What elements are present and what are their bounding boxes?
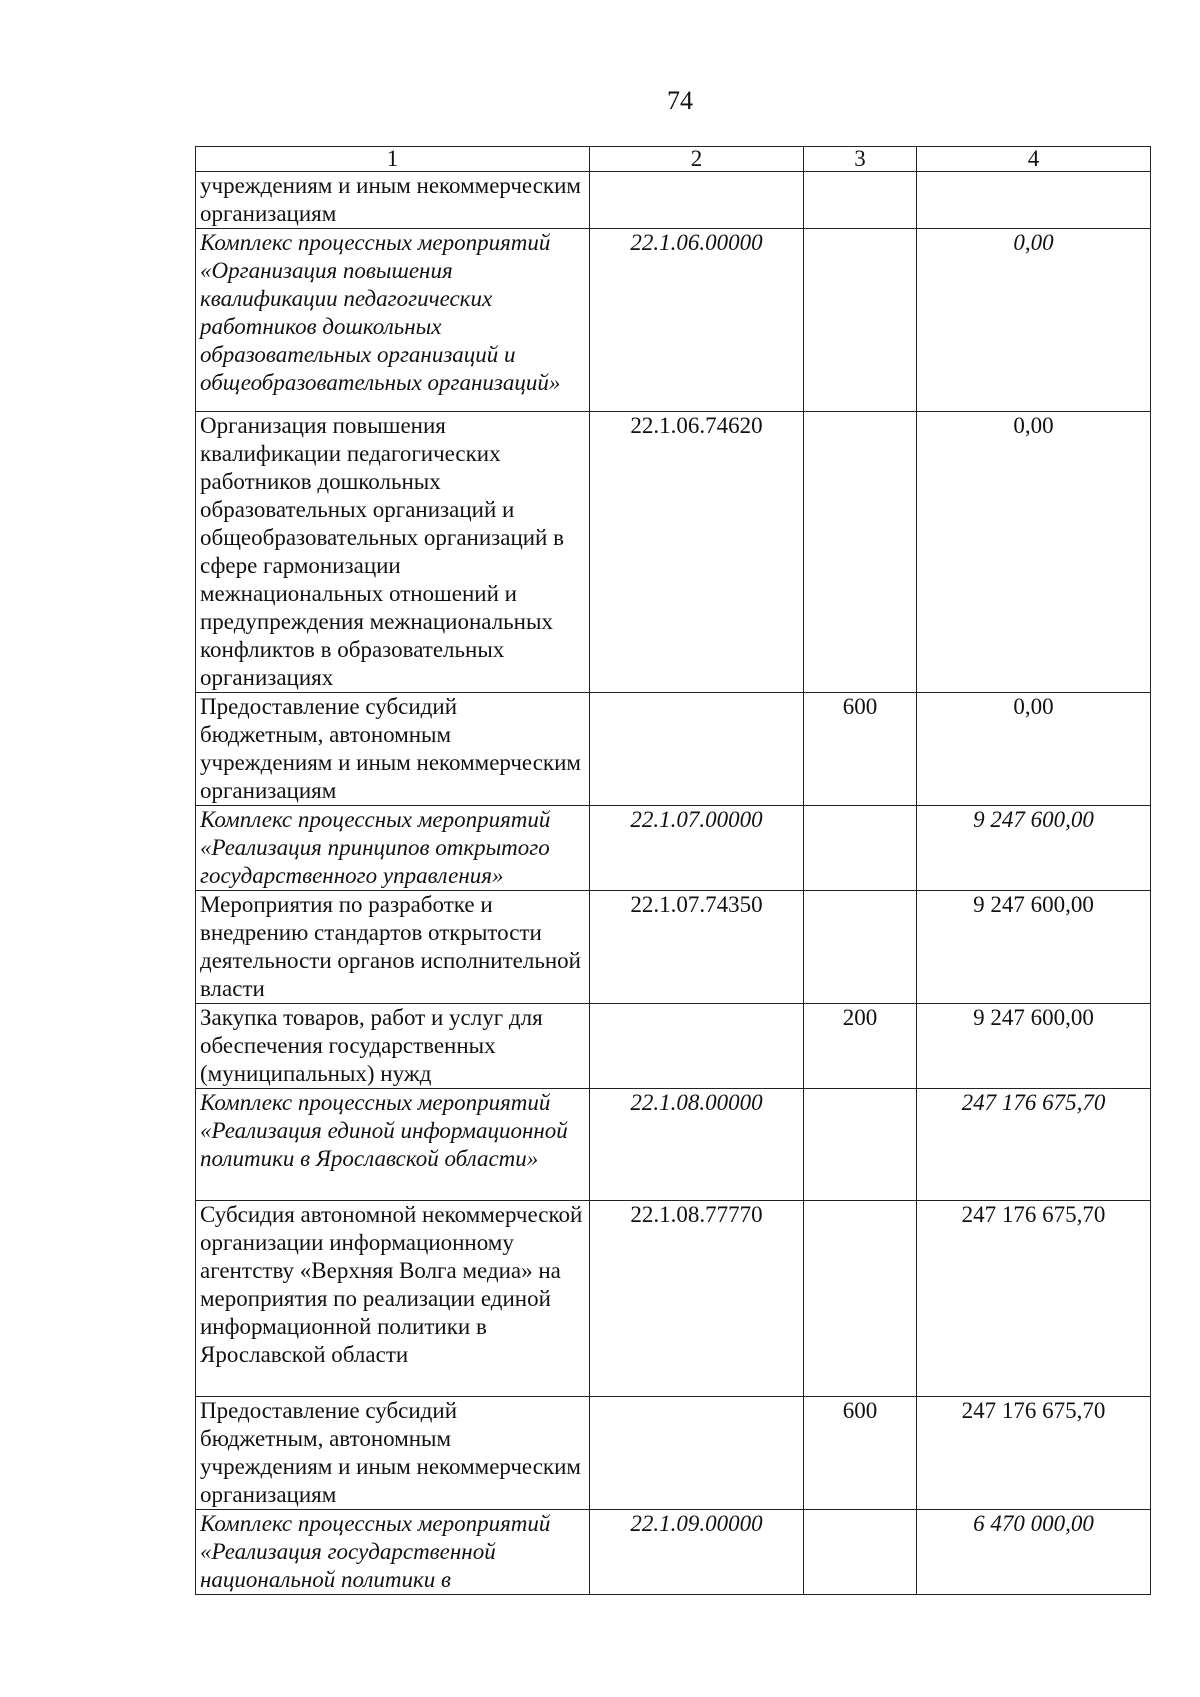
row-name: Субсидия автономной некоммерческой организации информационному агентству «Верхняя Волга медиа» на мероприятия по реализации единой информационной политики в Ярославской области bbox=[196, 1201, 590, 1397]
row-code bbox=[590, 172, 804, 229]
row-expense-type: 200 bbox=[804, 1004, 917, 1089]
row-expense-type bbox=[804, 229, 917, 412]
row-expense-type: 600 bbox=[804, 693, 917, 806]
row-amount: 9 247 600,00 bbox=[917, 891, 1151, 1004]
table-row bbox=[196, 891, 1151, 1004]
table-row bbox=[196, 412, 1151, 693]
table-header-row bbox=[196, 147, 1151, 172]
row-code: 22.1.07.74350 bbox=[590, 891, 804, 1004]
table-row bbox=[196, 1397, 1151, 1510]
row-code bbox=[590, 693, 804, 806]
table-row bbox=[196, 172, 1151, 229]
row-code: 22.1.08.00000 bbox=[590, 1089, 804, 1201]
row-name: Комплекс процессных мероприятий «Реализация государственной национальной политики в bbox=[196, 1510, 590, 1595]
row-name: Комплекс процессных мероприятий «Реализация принципов открытого государственного управления» bbox=[196, 806, 590, 891]
row-name: Комплекс процессных мероприятий «Реализация единой информационной политики в Ярославской области» bbox=[196, 1089, 590, 1201]
row-name: Мероприятия по разработке и внедрению стандартов открытости деятельности органов исполнительной власти bbox=[196, 891, 590, 1004]
row-name: Комплекс процессных мероприятий «Организация повышения квалификации педагогических работников дошкольных образовательных организаций и общеобразовательных организаций» bbox=[196, 229, 590, 412]
row-amount: 247 176 675,70 bbox=[917, 1089, 1151, 1201]
row-amount: 0,00 bbox=[917, 229, 1151, 412]
row-expense-type bbox=[804, 891, 917, 1004]
budget-table bbox=[195, 146, 1151, 1595]
row-name: Предоставление субсидий бюджетным, автономным учреждениям и иным некоммерческим организациям bbox=[196, 693, 590, 806]
row-code bbox=[590, 1004, 804, 1089]
row-code: 22.1.07.00000 bbox=[590, 806, 804, 891]
column-header-2: 2 bbox=[590, 147, 804, 172]
row-name: Предоставление субсидий бюджетным, автономным учреждениям и иным некоммерческим организациям bbox=[196, 1397, 590, 1510]
column-header-4: 4 bbox=[917, 147, 1151, 172]
row-expense-type bbox=[804, 1201, 917, 1397]
row-expense-type bbox=[804, 1089, 917, 1201]
row-expense-type bbox=[804, 806, 917, 891]
row-amount: 9 247 600,00 bbox=[917, 806, 1151, 891]
row-expense-type: 600 bbox=[804, 1397, 917, 1510]
row-code: 22.1.09.00000 bbox=[590, 1510, 804, 1595]
row-code: 22.1.06.00000 bbox=[590, 229, 804, 412]
row-name: Организация повышения квалификации педагогических работников дошкольных образовательных организаций и общеобразовательных организаций в сфере гармонизации межнациональных отношений и предупреждения межнациональных конфликтов в образовательных организациях bbox=[196, 412, 590, 693]
table-row bbox=[196, 1510, 1151, 1595]
row-amount: 247 176 675,70 bbox=[917, 1201, 1151, 1397]
column-header-1: 1 bbox=[196, 147, 590, 172]
row-name: Закупка товаров, работ и услуг для обеспечения государственных (муниципальных) нужд bbox=[196, 1004, 590, 1089]
row-amount: 9 247 600,00 bbox=[917, 1004, 1151, 1089]
page-number: 74 bbox=[667, 86, 693, 115]
table-row bbox=[196, 806, 1151, 891]
table-row bbox=[196, 229, 1151, 412]
column-header-3: 3 bbox=[804, 147, 917, 172]
row-expense-type bbox=[804, 412, 917, 693]
row-expense-type bbox=[804, 1510, 917, 1595]
table-row bbox=[196, 693, 1151, 806]
row-amount: 0,00 bbox=[917, 412, 1151, 693]
row-amount: 247 176 675,70 bbox=[917, 1397, 1151, 1510]
row-expense-type bbox=[804, 172, 917, 229]
row-amount: 6 470 000,00 bbox=[917, 1510, 1151, 1595]
row-amount bbox=[917, 172, 1151, 229]
row-code: 22.1.06.74620 bbox=[590, 412, 804, 693]
row-name: учреждениям и иным некоммерческим организациям bbox=[196, 172, 590, 229]
row-amount: 0,00 bbox=[917, 693, 1151, 806]
row-code: 22.1.08.77770 bbox=[590, 1201, 804, 1397]
row-code bbox=[590, 1397, 804, 1510]
table-row bbox=[196, 1089, 1151, 1201]
table-row bbox=[196, 1201, 1151, 1397]
table-row bbox=[196, 1004, 1151, 1089]
